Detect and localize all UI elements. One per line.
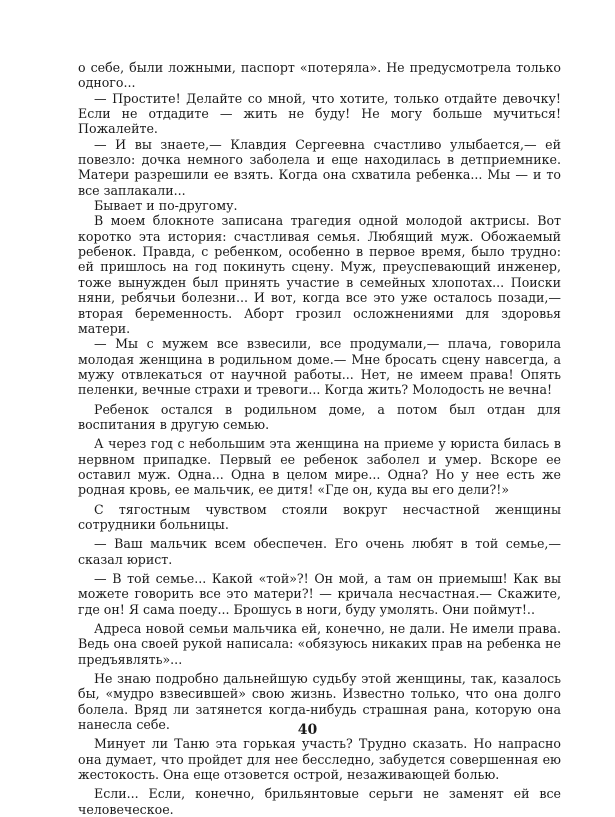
paragraph: Минует ли Таню эта горькая участь? Трудно сказать. Но напрасно она думает, что пройдет для нее бесследно, забудется совершенная ею жестокость. Она еще отзовется острой, незаживающей болью. <box>78 736 561 783</box>
paragraph: о себе, были ложными, паспорт «потеряла». Не предусмотрела только одного... <box>78 60 561 91</box>
paragraph: — В той семье... Какой «той»?! Он мой, а там он приемыш! Как вы можете говорить все это матери?! — кричала несчастная.— Скажите, где он! Я сама поеду... Брошусь в ноги, буду умолять. Они поймут!.. <box>78 571 561 617</box>
paragraph: — Ваш мальчик всем обеспечен. Его очень любят в той семье,— сказал юрист. <box>78 536 561 567</box>
page-number: 40 <box>297 722 318 738</box>
paragraph: Ребенок остался в родильном доме, а потом был отдан для воспитания в другую семью. <box>78 401 561 432</box>
paragraph: Бывает и по-другому. <box>94 198 238 214</box>
paragraph: Адреса новой семьи мальчика ей, конечно, не дали. Не имели права. Ведь она своей рукой написала: «обязуюсь никаких прав на ребенка не предъявлять»... <box>78 621 561 667</box>
page-text <box>78 60 561 817</box>
paragraph: Если... Если, конечно, брильянтовые серьги не заменят ей все человеческое. <box>78 786 561 817</box>
paragraph: С тягостным чувством стояли вокруг несчастной женщины сотрудники больницы. <box>78 501 561 532</box>
paragraph: — Мы с мужем все взвесили, все продумали,— плача, говорила молодая женщина в родильном доме.— Мне бросать сцену навсегда, а мужу отвлекаться от научной работы... Нет, не имеем права! Опять пеленки, вечные страхи и тревоги... Когда жить? Молодость не вечна! <box>78 336 561 398</box>
paragraph: Не знаю подробно дальнейшую судьбу этой женщины, так, казалось бы, «мудро взвесившей» свою жизнь. Известно только, что она долго болела. Вряд ли затянется когда-нибудь страшная рана, которую она нанесла себе. <box>78 671 561 733</box>
paragraph: — И вы знаете,— Клавдия Сергеевна счастливо улыбается,— ей повезло: дочка немного заболела и еще находилась в детприемнике. Матери разрешили ее взять. Когда она схватила ребенка... Мы — и то все заплакали... <box>78 136 561 198</box>
paragraph: А через год с небольшим эта женщина на приеме у юриста билась в нервном припадке. Первый ее ребенок заболел и умер. Вскоре ее оставил муж. Одна... Одна в целом мире... Одна? Но у нее есть же родная кровь, ее мальчик, ее дитя! «Где он, куда вы его дели?!» <box>78 436 561 498</box>
paragraph: — Простите! Делайте со мной, что хотите, только отдайте девочку! Если не отдадите — жить не буду! Не могу больше мучиться! Пожалейте. <box>78 90 561 137</box>
paragraph: В моем блокноте записана трагедия одной молодой актрисы. Вот коротко эта история: счастливая семья. Любящий муж. Обожаемый ребенок. Правда, с ребенком, особенно в первое время, было трудно: ей пришлось на год покинуть сцену. Муж, преуспевающий инженер, тоже вынужден был принять участие в семейных хлопотах... Поиски няни, ребячьи болезни... И вот, когда все это уже осталось позади,— вторая беременность. Аборт грозил осложнениями для здоровья матери. <box>78 213 561 336</box>
